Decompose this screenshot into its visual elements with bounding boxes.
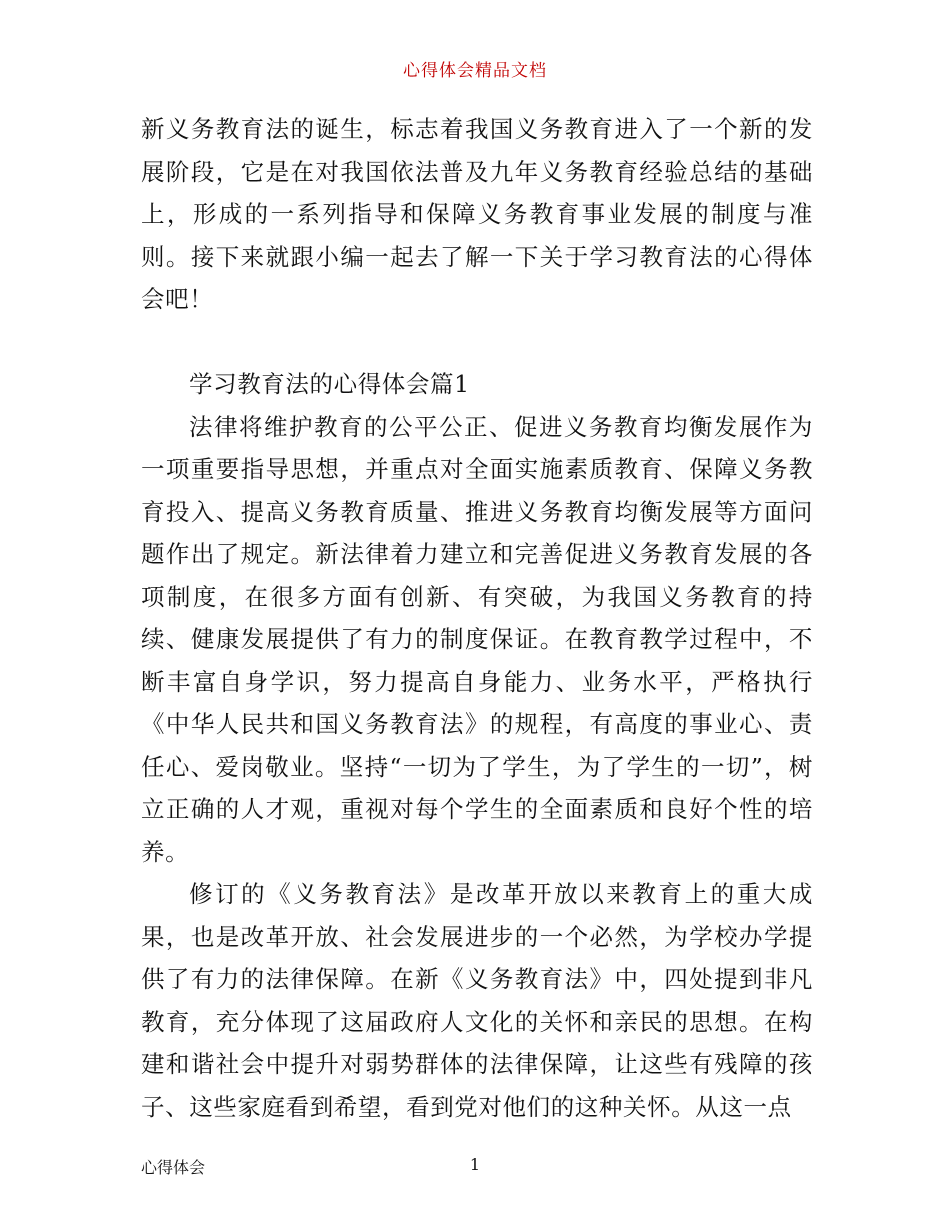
document-header-title: 心得体会精品文档 xyxy=(403,61,547,81)
body-paragraph-1: 法律将维护教育的公平公正、促进义务教育均衡发展作为一项重要指导思想，并重点对全面实施素质教育、保障义务教育投入、提高义务教育质量、推进义务教育均衡发展等方面问题作出了规定。新法律着力建立和完善促进义务教育发展的各项制度，在很多方面有创新、有突破，为我国义务教育的持续、健康发展提供了有力的制度保证。在教育教学过程中，不断丰富自身学识，努力提高自身能力、业务水平，严格执行《中华人民共和国义务教育法》的规程，有高度的事业心、责任心、爱岗敬业。坚持“一切为了学生，为了学生的一切”，树立正确的人才观，重视对每个学生的全面素质和良好个性的培养。 xyxy=(141,412,813,866)
body-paragraph-2: 修订的《义务教育法》是改革开放以来教育上的重大成果，也是改革开放、社会发展进步的一个必然，为学校办学提供了有力的法律保障。在新《义务教育法》中，四处提到非凡教育，充分体现了这届政府人文化的关怀和亲民的思想。在构建和谐社会中提升对弱势群体的法律保障，让这些有残障的孩子、这些家庭看到希望，看到党对他们的这种关怀。从这一点 xyxy=(141,880,813,1121)
intro-paragraph: 新义务教育法的诞生，标志着我国义务教育进入了一个新的发展阶段，它是在对我国依法普及九年义务教育经验总结的基础上，形成的一系列指导和保障义务教育事业发展的制度与准则。接下来就跟小编一起去了解一下关于学习教育法的心得体会吧！ xyxy=(141,115,813,313)
blank-line xyxy=(141,321,813,364)
section-title: 学习教育法的心得体会篇1 xyxy=(189,370,470,398)
footer-label: 心得体会 xyxy=(141,1158,206,1177)
document-body xyxy=(141,108,813,1128)
page-number: 1 xyxy=(469,1155,481,1174)
